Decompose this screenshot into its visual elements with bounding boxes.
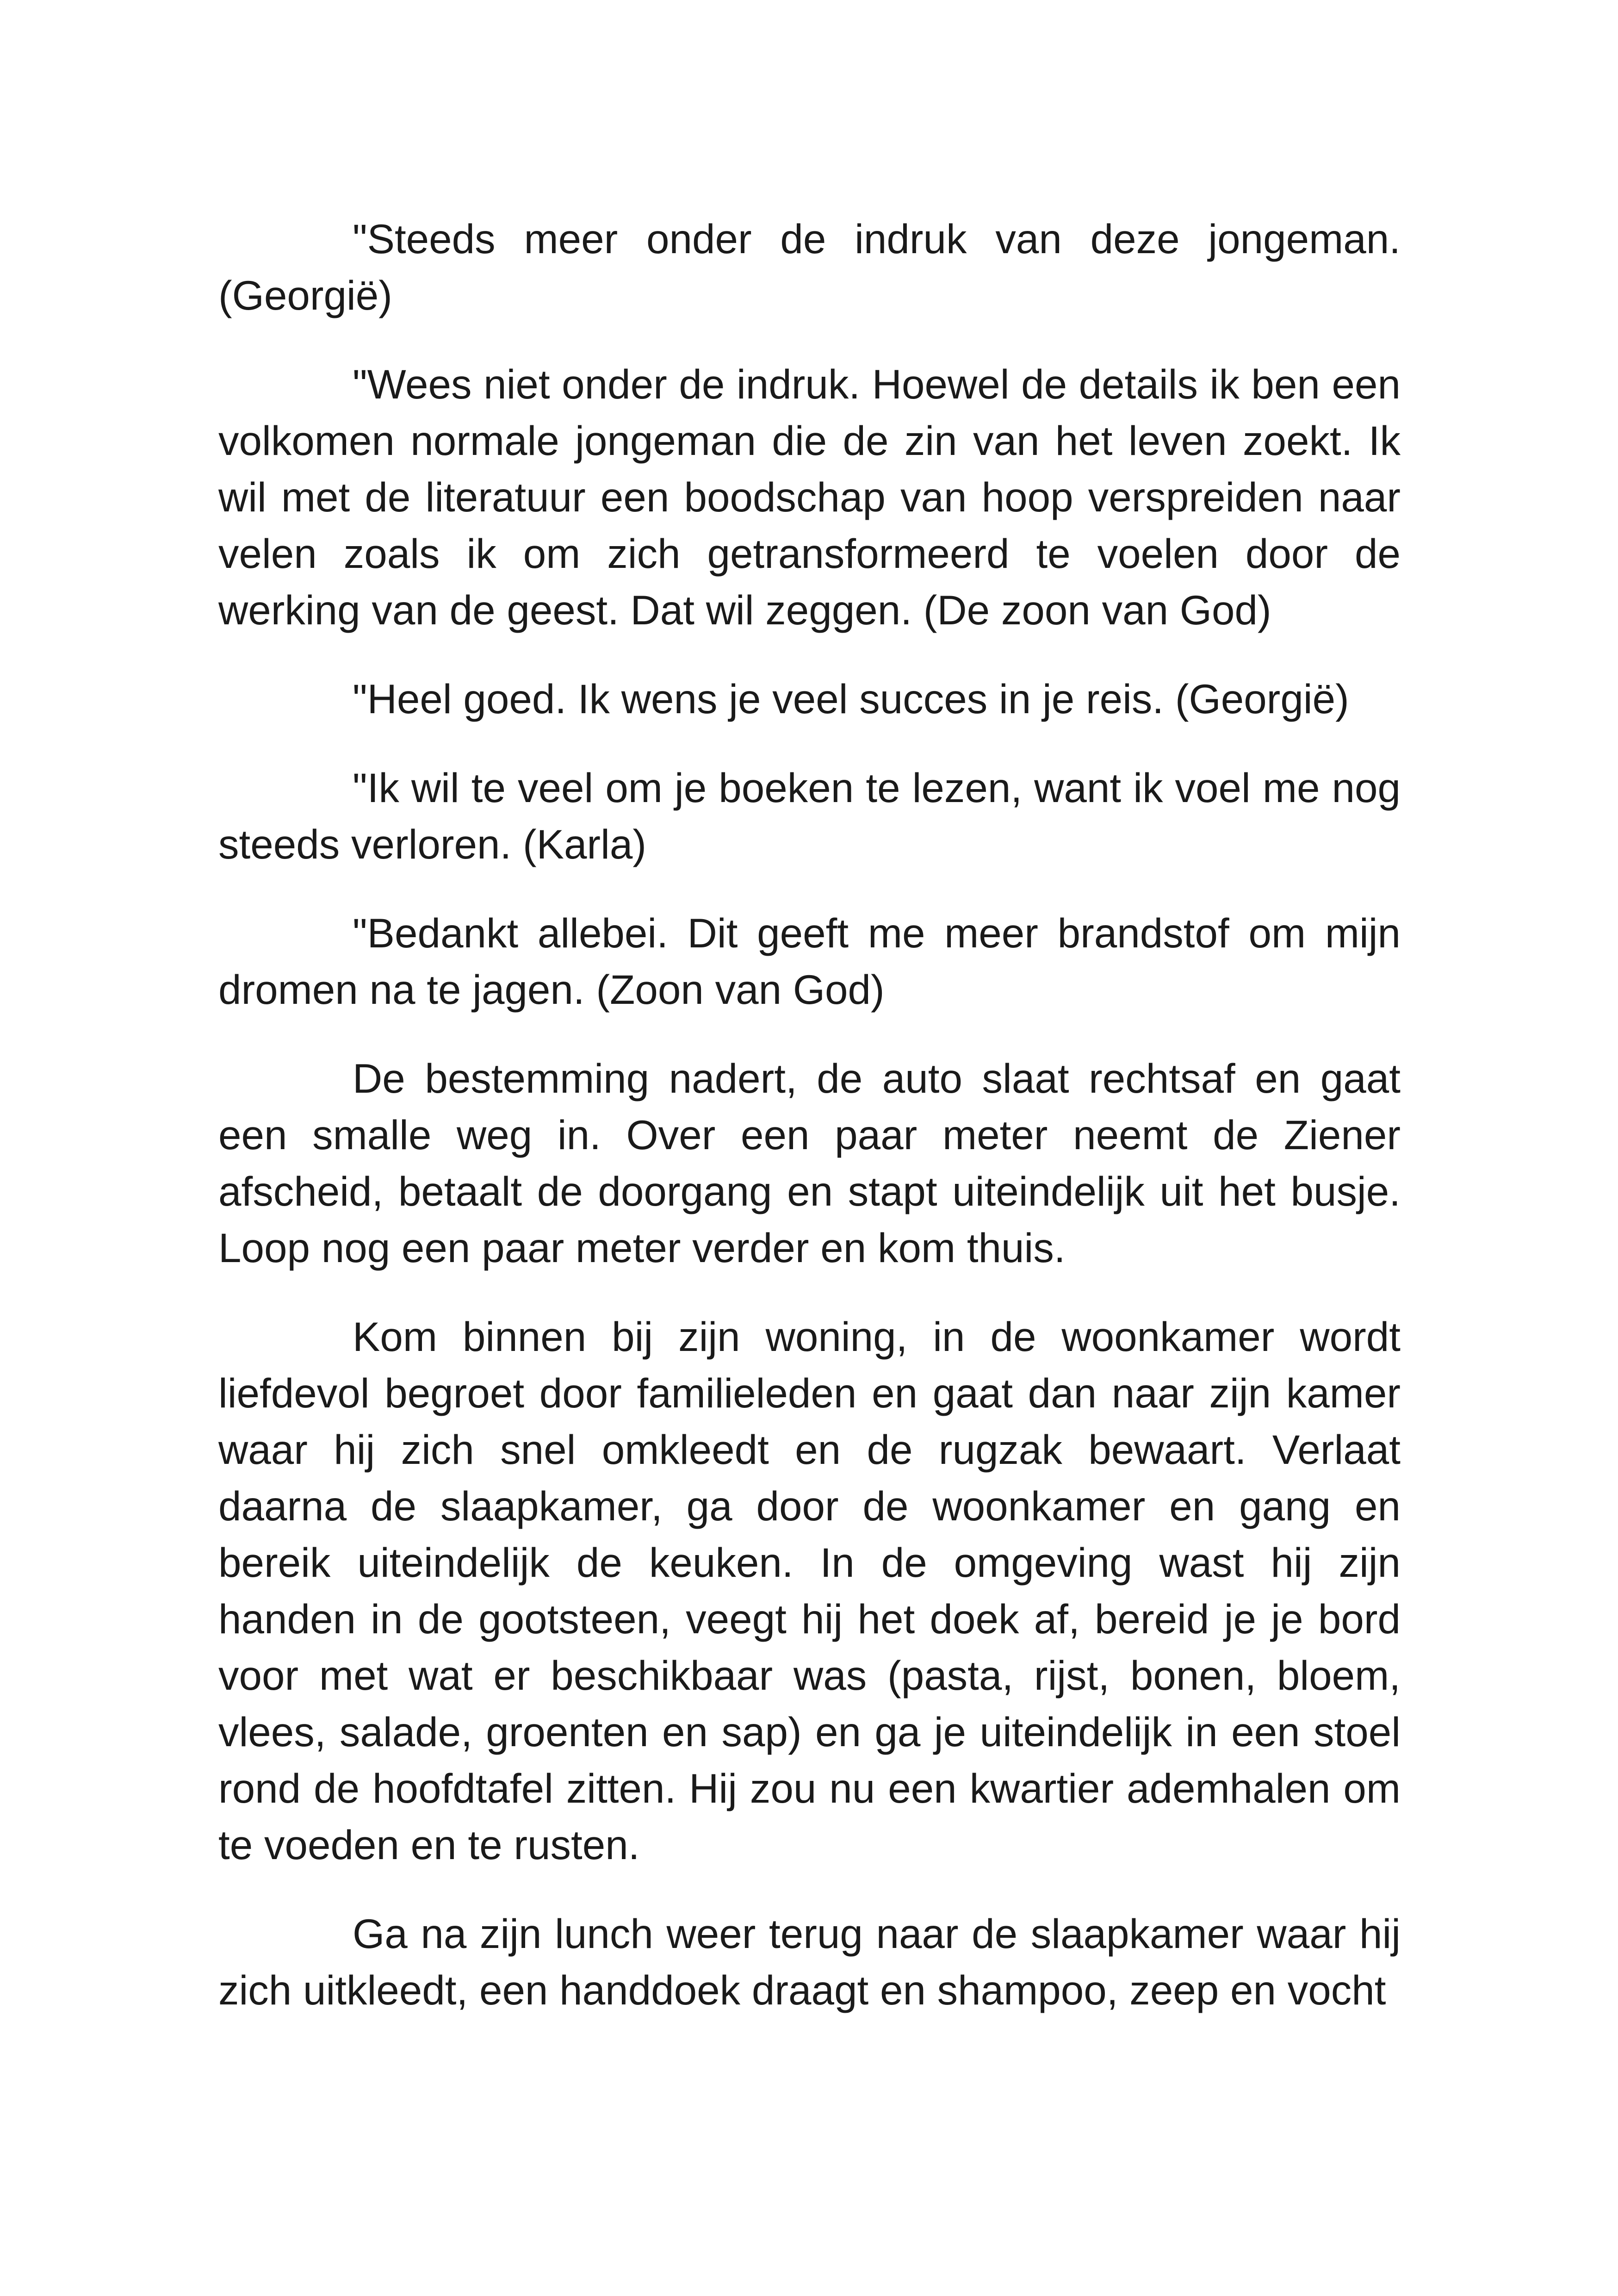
- paragraph-georgie-impressed: "Steeds meer onder de indruk van deze jongeman. (Georgië): [218, 216, 1401, 318]
- paragraph-son-of-god-reply: "Wees niet onder de indruk. Hoewel de details ik ben een volkomen normale jongeman die de zin van het leven zoekt. Ik wil met de literatuur een boodschap van hoop verspreiden naar velen zoals ik om zich getransformeerd te voelen door de werking van de geest. Dat wil zeggen. (De zoon van God): [218, 361, 1401, 633]
- paragraph-georgie-wishes: "Heel goed. Ik wens je veel succes in je reis. (Georgië): [353, 676, 1349, 722]
- paragraph-home: Kom binnen bij zijn woning, in de woonkamer wordt liefdevol begroet door familieleden en gaat dan naar zijn kamer waar hij zich snel omkleedt en de rugzak bewaart. Verlaat daarna de slaapkamer, ga door de woonkamer en gang en bereik uiteindelijk de keuken. In de omgeving wast hij zijn handen in de gootsteen, veegt hij het doek af, bereid je je bord voor met wat er beschikbaar was (pasta, rijst, bonen, bloem, vlees, salade, groenten en sap) en ga je uiteindelijk in een stoel rond de hoofdtafel zitten. Hij zou nu een kwartier ademhalen om te voeden en te rusten.: [218, 1313, 1401, 1868]
- paragraph-karla: "Ik wil te veel om je boeken te lezen, want ik voel me nog steeds verloren. (Karla): [218, 765, 1401, 867]
- body-text: [218, 211, 1401, 2051]
- paragraph-destination: De bestemming nadert, de auto slaat rechtsaf en gaat een smalle weg in. Over een paar meter neemt de Ziener afscheid, betaalt de doorgang en stapt uiteindelijk uit het busje. Loop nog een paar meter verder en kom thuis.: [218, 1055, 1401, 1271]
- paragraph-thanks: "Bedankt allebei. Dit geeft me meer brandstof om mijn dromen na te jagen. (Zoon van God): [218, 910, 1401, 1013]
- paragraph-after-lunch: Ga na zijn lunch weer terug naar de slaapkamer waar hij zich uitkleedt, een handdoek draagt en shampoo, zeep en vocht: [218, 1910, 1401, 2013]
